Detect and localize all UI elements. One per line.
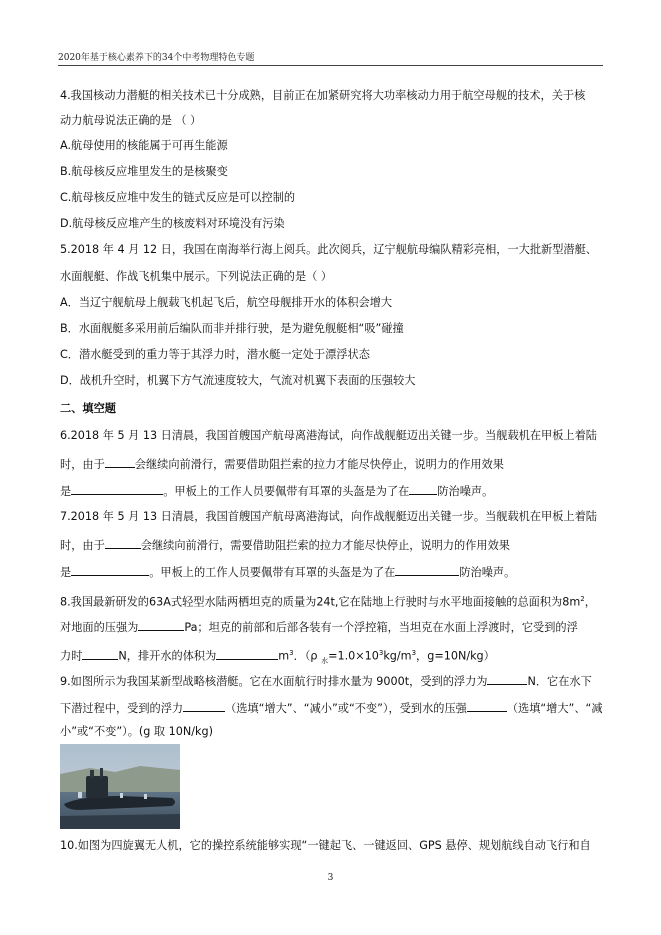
q8-text: 对地面的压强为 <box>60 621 139 634</box>
q8-superscript: 3 <box>378 649 384 657</box>
q8-text: kg/m <box>383 649 412 663</box>
q8-stem-line2 <box>60 619 578 635</box>
submarine-photo <box>60 744 180 829</box>
q7-stem-line2 <box>60 537 510 553</box>
answer-blank[interactable] <box>105 456 135 468</box>
q7-stem-line3 <box>60 564 515 580</box>
q8-text: ．（ρ <box>293 649 322 663</box>
answer-blank[interactable] <box>409 483 437 495</box>
section-title: 二、填空题 <box>60 402 116 415</box>
q5-option-d: D．战机升空时，机翼下方气流速度较大，气流对机翼下表面的压强较大 <box>60 374 416 387</box>
q9-text: N．它在水下 <box>527 675 592 688</box>
q4-option-b: B.航母核反应堆里发生的是核聚变 <box>60 165 228 178</box>
q8-text: Pa；坦克的前部和后部各装有一个浮控箱，当坦克在水面上浮渡时，它受到的浮 <box>184 621 578 634</box>
q5-option-b: B．水面舰艇多采用前后编队而非并排行驶，是为避免舰艇相“吸”碰撞 <box>60 322 404 335</box>
q7-stem-line1: 7.2018 年 5 月 13 日清晨，我国首艘国产航母离港海试，向作战舰艇迈出关键一步。当舰载机在甲板上着陆 <box>60 510 597 523</box>
answer-blank[interactable] <box>395 564 459 576</box>
q10-stem-line1: 10.如图为四旋翼无人机，它的操控系统能够实现“一键起飞、一键返回、GPS 悬停、规划航线自动飞行和自 <box>60 839 591 852</box>
q8-text: 8.我国最新研发的63A式轻型水陆两栖坦克的质量为24t,它在陆地上行驶时与水平地面接触的总面积为8m <box>60 595 581 609</box>
page-number: 3 <box>327 873 334 883</box>
q6-text: 会继续向前滑行，需要借助阻拦索的拉力才能尽快停止，说明力的作用效果 <box>134 458 504 471</box>
q8-superscript: 3 <box>411 649 417 657</box>
q8-text: ，g=10N/kg） <box>416 649 495 663</box>
q9-stem-line2 <box>60 700 603 716</box>
q4-stem-line1: 4.我国核动力潜艇的相关技术已十分成熟，目前正在加紧研究将大功率核动力用于航空母舰的技术，关于核 <box>60 89 586 102</box>
q7-text: 防治噪声。 <box>459 566 516 579</box>
q6-text: 是 <box>60 485 72 498</box>
q9-text: 下潜过程中，受到的浮力 <box>60 702 184 715</box>
answer-blank[interactable] <box>183 700 225 712</box>
page-header: 2020年基于核心素养下的34个中考物理特色专题 <box>58 53 255 63</box>
answer-blank[interactable] <box>467 700 507 712</box>
q8-stem-line1 <box>60 592 596 610</box>
answer-blank[interactable] <box>71 564 149 576</box>
answer-blank[interactable] <box>82 648 118 660</box>
q6-stem-line2 <box>60 456 504 472</box>
q6-text: 防治噪声。 <box>437 485 494 498</box>
answer-blank[interactable] <box>138 619 184 631</box>
answer-blank[interactable] <box>216 648 278 660</box>
submarine-illustration <box>60 744 180 829</box>
q9-text: （选填“增大”、“减小”或“不变”），受到水的压强 <box>225 702 467 715</box>
q8-text: =1.0×10 <box>328 649 379 663</box>
q5-option-c: C．潜水艇受到的重力等于其浮力时，潜水艇一定处于漂浮状态 <box>60 348 370 361</box>
q8-subscript: 水 <box>321 656 329 665</box>
q7-text: 会继续向前滑行，需要借助阻拦索的拉力才能尽快停止，说明力的作用效果 <box>140 539 510 552</box>
q4-option-a: A.航母使用的核能属于可再生能源 <box>60 139 228 152</box>
q4-option-c: C.航母核反应堆中发生的链式反应是可以控制的 <box>60 191 296 204</box>
q9-stem-line1 <box>60 673 592 689</box>
answer-blank[interactable] <box>105 537 141 549</box>
q7-text: 时，由于 <box>60 539 105 552</box>
q4-stem-line2: 动力航母说法正确的是 （ ） <box>60 114 202 127</box>
q7-text: 。甲板上的工作人员要佩带有耳罩的头盔是为了在 <box>149 566 396 579</box>
q5-option-a: A．当辽宁舰航母上舰载飞机起飞后，航空母舰排开水的体积会增大 <box>60 296 393 309</box>
q9-stem-line3: 小”或“不变”）。(g 取 10N/kg) <box>60 725 213 738</box>
q8-superscript: 3 <box>289 649 294 657</box>
q8-stem-line3 <box>60 646 495 668</box>
q6-stem-line1: 6.2018 年 5 月 13 日清晨，我国首艘国产航母离港海试，向作战舰艇迈出关键一步。当舰载机在甲板上着陆 <box>60 429 597 442</box>
q8-text: 力时 <box>60 649 83 663</box>
q5-stem-line1: 5.2018 年 4 月 12 日，我国在南海举行海上阅兵。此次阅兵，辽宁舰航母编队精彩亮相，一大批新型潜艇、 <box>60 243 597 256</box>
q5-stem-line2: 水面舰艇、作战飞机集中展示。下列说法正确的是（ ） <box>60 270 333 283</box>
answer-blank[interactable] <box>71 483 163 495</box>
q8-superscript: 2 <box>580 595 585 603</box>
q8-text: ， <box>584 595 596 609</box>
q8-text: m <box>278 649 290 663</box>
q9-text: 9.如图所示为我国某新型战略核潜艇。它在水面航行时排水量为 9000t，受到的浮力为 <box>60 675 488 688</box>
q6-text: 。甲板上的工作人员要佩带有耳罩的头盔是为了在 <box>163 485 410 498</box>
q9-text: （选填“增大”、“减 <box>506 702 603 715</box>
answer-blank[interactable] <box>487 673 527 685</box>
q8-text: N，排开水的体积为 <box>118 649 217 663</box>
q7-text: 是 <box>60 566 72 579</box>
header-rule <box>58 65 603 66</box>
q4-option-d: D.航母核反应堆产生的核废料对环境没有污染 <box>60 217 285 230</box>
q6-text: 时，由于 <box>60 458 105 471</box>
q6-stem-line3 <box>60 483 493 499</box>
